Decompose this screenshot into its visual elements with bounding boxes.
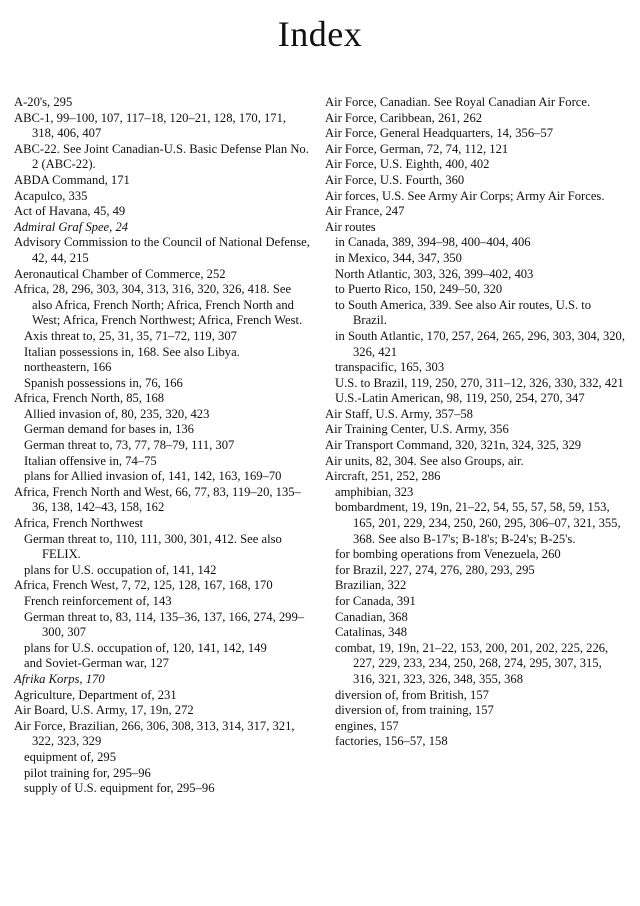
- index-subentry: French reinforcement of, 143: [24, 594, 172, 608]
- index-subentry: plans for U.S. occupation of, 120, 141, 142, 149: [24, 640, 267, 655]
- index-entry: A-20's, 295: [14, 95, 73, 109]
- index-entry: Africa, French West, 7, 72, 125, 128, 167, 168, 170: [14, 578, 273, 593]
- index-entry: Air units, 82, 304. See also Groups, air.: [325, 453, 524, 468]
- index-subentry: equipment of, 295: [24, 749, 116, 764]
- index-subentry: German threat to, 83, 114, 135–36, 137, 166, 274, 299–300, 307: [24, 609, 305, 640]
- index-subentry: in Canada, 389, 394–98, 400–404, 406: [335, 235, 531, 250]
- index-subentry: for Canada, 391: [335, 594, 416, 608]
- index-entry: Afrika Korps, 170: [14, 671, 105, 686]
- index-entry: Air forces, U.S. See Army Air Corps; Army Air Forces.: [325, 188, 605, 203]
- index-subentry: bombardment, 19, 19n, 21–22, 54, 55, 57, 58, 59, 153, 165, 201, 229, 234, 250, 260, 295, 306–07, 321, 355, 368. See also B-17's; B-18's; B-24's; B-25's.: [335, 500, 621, 546]
- index-entry: Air Force, Canadian. See Royal Canadian Air Force.: [325, 95, 591, 109]
- index-entry: Air Staff, U.S. Army, 357–58: [325, 406, 473, 421]
- index-entry: Air Force, German, 72, 74, 112, 121: [325, 141, 509, 156]
- index-column-right: [325, 95, 625, 750]
- index-column-left: [14, 95, 310, 797]
- index-subentry: plans for Allied invasion of, 141, 142, 163, 169–70: [24, 469, 282, 484]
- index-subentry: Axis threat to, 25, 31, 35, 71–72, 119, 307: [24, 328, 237, 343]
- index-subentry: to South America, 339. See also Air routes, U.S. to Brazil.: [335, 297, 592, 328]
- index-subentry: German threat to, 73, 77, 78–79, 111, 307: [24, 438, 235, 453]
- index-subentry: Italian possessions in, 168. See also Libya.: [24, 344, 240, 359]
- index-entry: Advisory Commission to the Council of National Defense, 42, 44, 215: [14, 235, 310, 265]
- index-subentry: North Atlantic, 303, 326, 399–402, 403: [335, 266, 534, 281]
- index-subentry: plans for U.S. occupation of, 141, 142: [24, 562, 217, 577]
- index-subentry: transpacific, 165, 303: [335, 360, 445, 375]
- index-subentry: northeastern, 166: [24, 360, 112, 375]
- index-entry: Air Force, U.S. Fourth, 360: [325, 172, 465, 187]
- index-entry: Act of Havana, 45, 49: [14, 204, 126, 219]
- index-entry: Air Transport Command, 320, 321n, 324, 325, 329: [325, 438, 582, 453]
- index-subentry: supply of U.S. equipment for, 295–96: [24, 781, 215, 796]
- index-entry: Africa, 28, 296, 303, 304, 313, 316, 320, 326, 418. See also Africa, French North; Africa, French North and West; Africa, French Northwest; Africa, French West.: [14, 282, 303, 328]
- page-title: Index: [277, 14, 363, 54]
- index-subentry: Spanish possessions in, 76, 166: [24, 375, 183, 390]
- index-entry: Air Force, Caribbean, 261, 262: [325, 110, 483, 125]
- index-entry: Air Force, Brazilian, 266, 306, 308, 313, 314, 317, 321, 322, 323, 329: [14, 718, 295, 749]
- index-subentry: Canadian, 368: [335, 609, 408, 624]
- index-entry: Aeronautical Chamber of Commerce, 252: [14, 266, 226, 281]
- index-entry: Air Force, U.S. Eighth, 400, 402: [325, 157, 490, 172]
- index-subentry: German demand for bases in, 136: [24, 422, 194, 437]
- index-entry: ABDA Command, 171: [14, 172, 130, 187]
- index-subentry: in South Atlantic, 170, 257, 264, 265, 296, 303, 304, 320, 326, 421: [335, 328, 626, 359]
- index-subentry: for Brazil, 227, 274, 276, 280, 293, 295: [335, 562, 535, 577]
- index-entry: Africa, French North and West, 66, 77, 83, 119–20, 135–36, 138, 142–43, 158, 162: [14, 484, 301, 515]
- index-subentry: pilot training for, 295–96: [24, 765, 151, 780]
- index-entry: Africa, French Northwest: [14, 516, 144, 531]
- index-subentry: diversion of, from training, 157: [335, 703, 494, 718]
- index-subentry: and Soviet-German war, 127: [24, 656, 169, 671]
- index-entry: Air Force, General Headquarters, 14, 356–57: [325, 126, 554, 141]
- index-subentry: Brazilian, 322: [335, 578, 407, 593]
- index-entry: Acapulco, 335: [14, 188, 88, 203]
- index-subentry: diversion of, from British, 157: [335, 687, 489, 702]
- index-entry: Admiral Graf Spee, 24: [14, 219, 129, 234]
- index-subentry: German threat to, 110, 111, 300, 301, 412. See also FELIX.: [24, 531, 282, 562]
- index-subentry: Allied invasion of, 80, 235, 320, 423: [24, 406, 210, 421]
- index-subentry: for bombing operations from Venezuela, 260: [335, 547, 561, 562]
- index-subentry: engines, 157: [335, 718, 399, 733]
- index-subentry: Catalinas, 348: [335, 625, 408, 640]
- index-subentry: to Puerto Rico, 150, 249–50, 320: [335, 282, 503, 297]
- index-entry: ABC-1, 99–100, 107, 117–18, 120–21, 128, 170, 171, 318, 406, 407: [14, 110, 287, 141]
- index-entry: Air France, 247: [325, 204, 405, 219]
- index-subentry: U.S. to Brazil, 119, 250, 270, 311–12, 326, 330, 332, 421: [335, 375, 624, 390]
- index-subentry: combat, 19, 19n, 21–22, 153, 200, 201, 202, 225, 226, 227, 229, 233, 234, 250, 268, 274, 295, 307, 315, 316, 321, 323, 326, 348, 355, 368: [335, 640, 609, 686]
- index-entry: Africa, French North, 85, 168: [14, 391, 165, 406]
- index-entry: ABC-22. See Joint Canadian-U.S. Basic Defense Plan No. 2 (ABC-22).: [14, 141, 309, 172]
- index-entry: Air Board, U.S. Army, 17, 19n, 272: [14, 703, 194, 718]
- index-entry: Air routes: [325, 219, 376, 234]
- index-entry: Air Training Center, U.S. Army, 356: [325, 422, 509, 437]
- index-subentry: Italian offensive in, 74–75: [24, 453, 157, 468]
- index-subentry: U.S.-Latin American, 98, 119, 250, 254, 270, 347: [335, 391, 585, 406]
- index-entry: Aircraft, 251, 252, 286: [325, 469, 441, 484]
- index-entry: Agriculture, Department of, 231: [14, 687, 177, 702]
- index-subentry: amphibian, 323: [335, 484, 414, 499]
- index-subentry: in Mexico, 344, 347, 350: [335, 250, 462, 265]
- index-subentry: factories, 156–57, 158: [335, 734, 448, 749]
